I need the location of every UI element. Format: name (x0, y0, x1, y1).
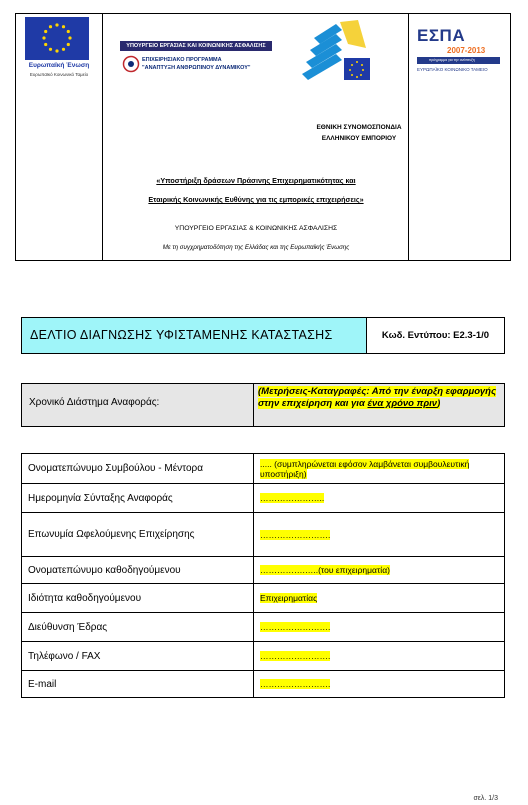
field-label: Ιδιότητα καθοδηγούμενου (22, 584, 254, 613)
reporting-period-value (254, 384, 504, 426)
field-value-text: Επιχειρηματίας (260, 593, 318, 603)
form-title-table (21, 317, 505, 354)
table-row (22, 484, 505, 513)
espa-logo-cell (408, 14, 510, 260)
eu-logo-cell (16, 14, 103, 260)
field-value[interactable] (254, 454, 505, 484)
program-logo-icon (122, 55, 140, 73)
ministry-line: ΥΠΟΥΡΓΕΙΟ ΕΡΓΑΣΙΑΣ & ΚΟΙΝΩΝΙΚΗΣ ΑΣΦΑΛΙΣΗΣ (174, 225, 338, 232)
document-header (15, 13, 511, 261)
program-title: ΕΠΙΧΕΙΡΗΣΙΑΚΟ ΠΡΟΓΡΑΜΜΑ (142, 57, 222, 63)
table-row (22, 513, 505, 557)
table-row (22, 642, 505, 671)
period-text-part2: ένα χρόνο πριν (367, 398, 438, 409)
confederation-line1: ΕΘΝΙΚΗ ΣΥΝΟΜΟΣΠΟΝΔΙΑ (316, 124, 402, 131)
field-value[interactable] (254, 642, 505, 671)
field-label: Ονοματεπώνυμο καθοδηγούμενου (22, 557, 254, 584)
field-label: E-mail (22, 671, 254, 698)
eu-flag-icon (25, 17, 89, 60)
form-title: ΔΕΛΤΙΟ ΔΙΑΓΝΩΣΗΣ ΥΦΙΣΤΑΜΕΝΗΣ ΚΑΤΑΣΤΑΣΗΣ (22, 318, 367, 353)
espa-fund-label: ΕΥΡΩΠΑΪΚΟ ΚΟΙΝΩΝΙΚΟ ΤΑΜΕΙΟ (417, 67, 488, 72)
espa-years: 2007-2013 (447, 46, 486, 55)
field-value-text: ……………………. (260, 529, 331, 540)
eu-fund-label: Ευρωπαϊκό Κοινωνικό Ταμείο (29, 72, 89, 77)
project-title-line1: «Υποστήριξη δράσεων Πράσινης Επιχειρηματικότητας και (156, 176, 356, 185)
field-label: Διεύθυνση Έδρας (22, 613, 254, 642)
field-value-text: ………………….. (260, 493, 325, 503)
table-row (22, 557, 505, 584)
field-value[interactable] (254, 584, 505, 613)
field-value-text: ……………………. (260, 622, 331, 632)
reporting-period-label: Χρονικό Διάστημα Αναφοράς: (22, 384, 254, 426)
form-code: Κωδ. Εντύπου: Ε2.3-1/0 (381, 330, 490, 341)
program-subtitle: "ΑΝΑΠΤΥΞΗ ΑΝΘΡΩΠΙΝΟΥ ΔΥΝΑΜΙΚΟΥ" (142, 65, 251, 71)
field-value[interactable] (254, 613, 505, 642)
table-row (22, 671, 505, 698)
table-row (22, 613, 505, 642)
period-text-part1: (Μετρήσεις-Καταγραφές: Από την έναρξη εφαρμογής στην επιχείρηση και για (258, 386, 497, 409)
esee-logo-icon (296, 18, 376, 92)
cofinancing-line: Με τη συγχρηματοδότηση της Ελλάδας και της Ευρωπαϊκής Ένωσης (162, 244, 350, 251)
espa-logo: ΕΣΠΑ (417, 26, 466, 45)
field-label: Επωνυμία Ωφελούμενης Επιχείρησης (22, 513, 254, 557)
field-value[interactable] (254, 557, 505, 584)
eu-label: Ευρωπαϊκή Ένωση (28, 62, 90, 69)
project-title-line2: Εταιρικής Κοινωνικής Ευθύνης για τις εμπορικές επιχειρήσεις» (148, 195, 364, 204)
reporting-period-table (21, 383, 505, 427)
field-label: Ημερομηνία Σύνταξης Αναφοράς (22, 484, 254, 513)
field-value[interactable] (254, 513, 505, 557)
table-row (22, 584, 505, 613)
field-value-text: ……………………. (260, 679, 331, 689)
field-label: Ονοματεπώνυμο Συμβούλου - Μέντορα (22, 454, 254, 484)
page-number: σελ. 1/3 (473, 795, 498, 802)
espa-slogan: πρόγραμμα για την ανάπτυξη (429, 58, 475, 62)
field-value[interactable] (254, 671, 505, 698)
field-value-text: ..... (συμπληρώνεται εφόσον λαμβάνεται συμβουλευτική υποστήριξη) (260, 458, 470, 479)
table-row (22, 454, 505, 484)
details-table (21, 453, 505, 698)
field-value-text: …………….…..(του επιχειρηματία) (260, 565, 390, 575)
ministry-banner: ΥΠΟΥΡΓΕΙΟ ΕΡΓΑΣΙΑΣ ΚΑΙ ΚΟΙΝΩΝΙΚΗΣ ΑΣΦΑΛΙΣΗΣ (120, 41, 272, 51)
field-label: Τηλέφωνο / FAX (22, 642, 254, 671)
confederation-line2: ΕΛΛΗΝΙΚΟΥ ΕΜΠΟΡΙΟΥ (321, 135, 397, 142)
field-value[interactable] (254, 484, 505, 513)
field-value-text: ……………………. (260, 651, 331, 661)
period-text-part3: ) (437, 398, 441, 409)
